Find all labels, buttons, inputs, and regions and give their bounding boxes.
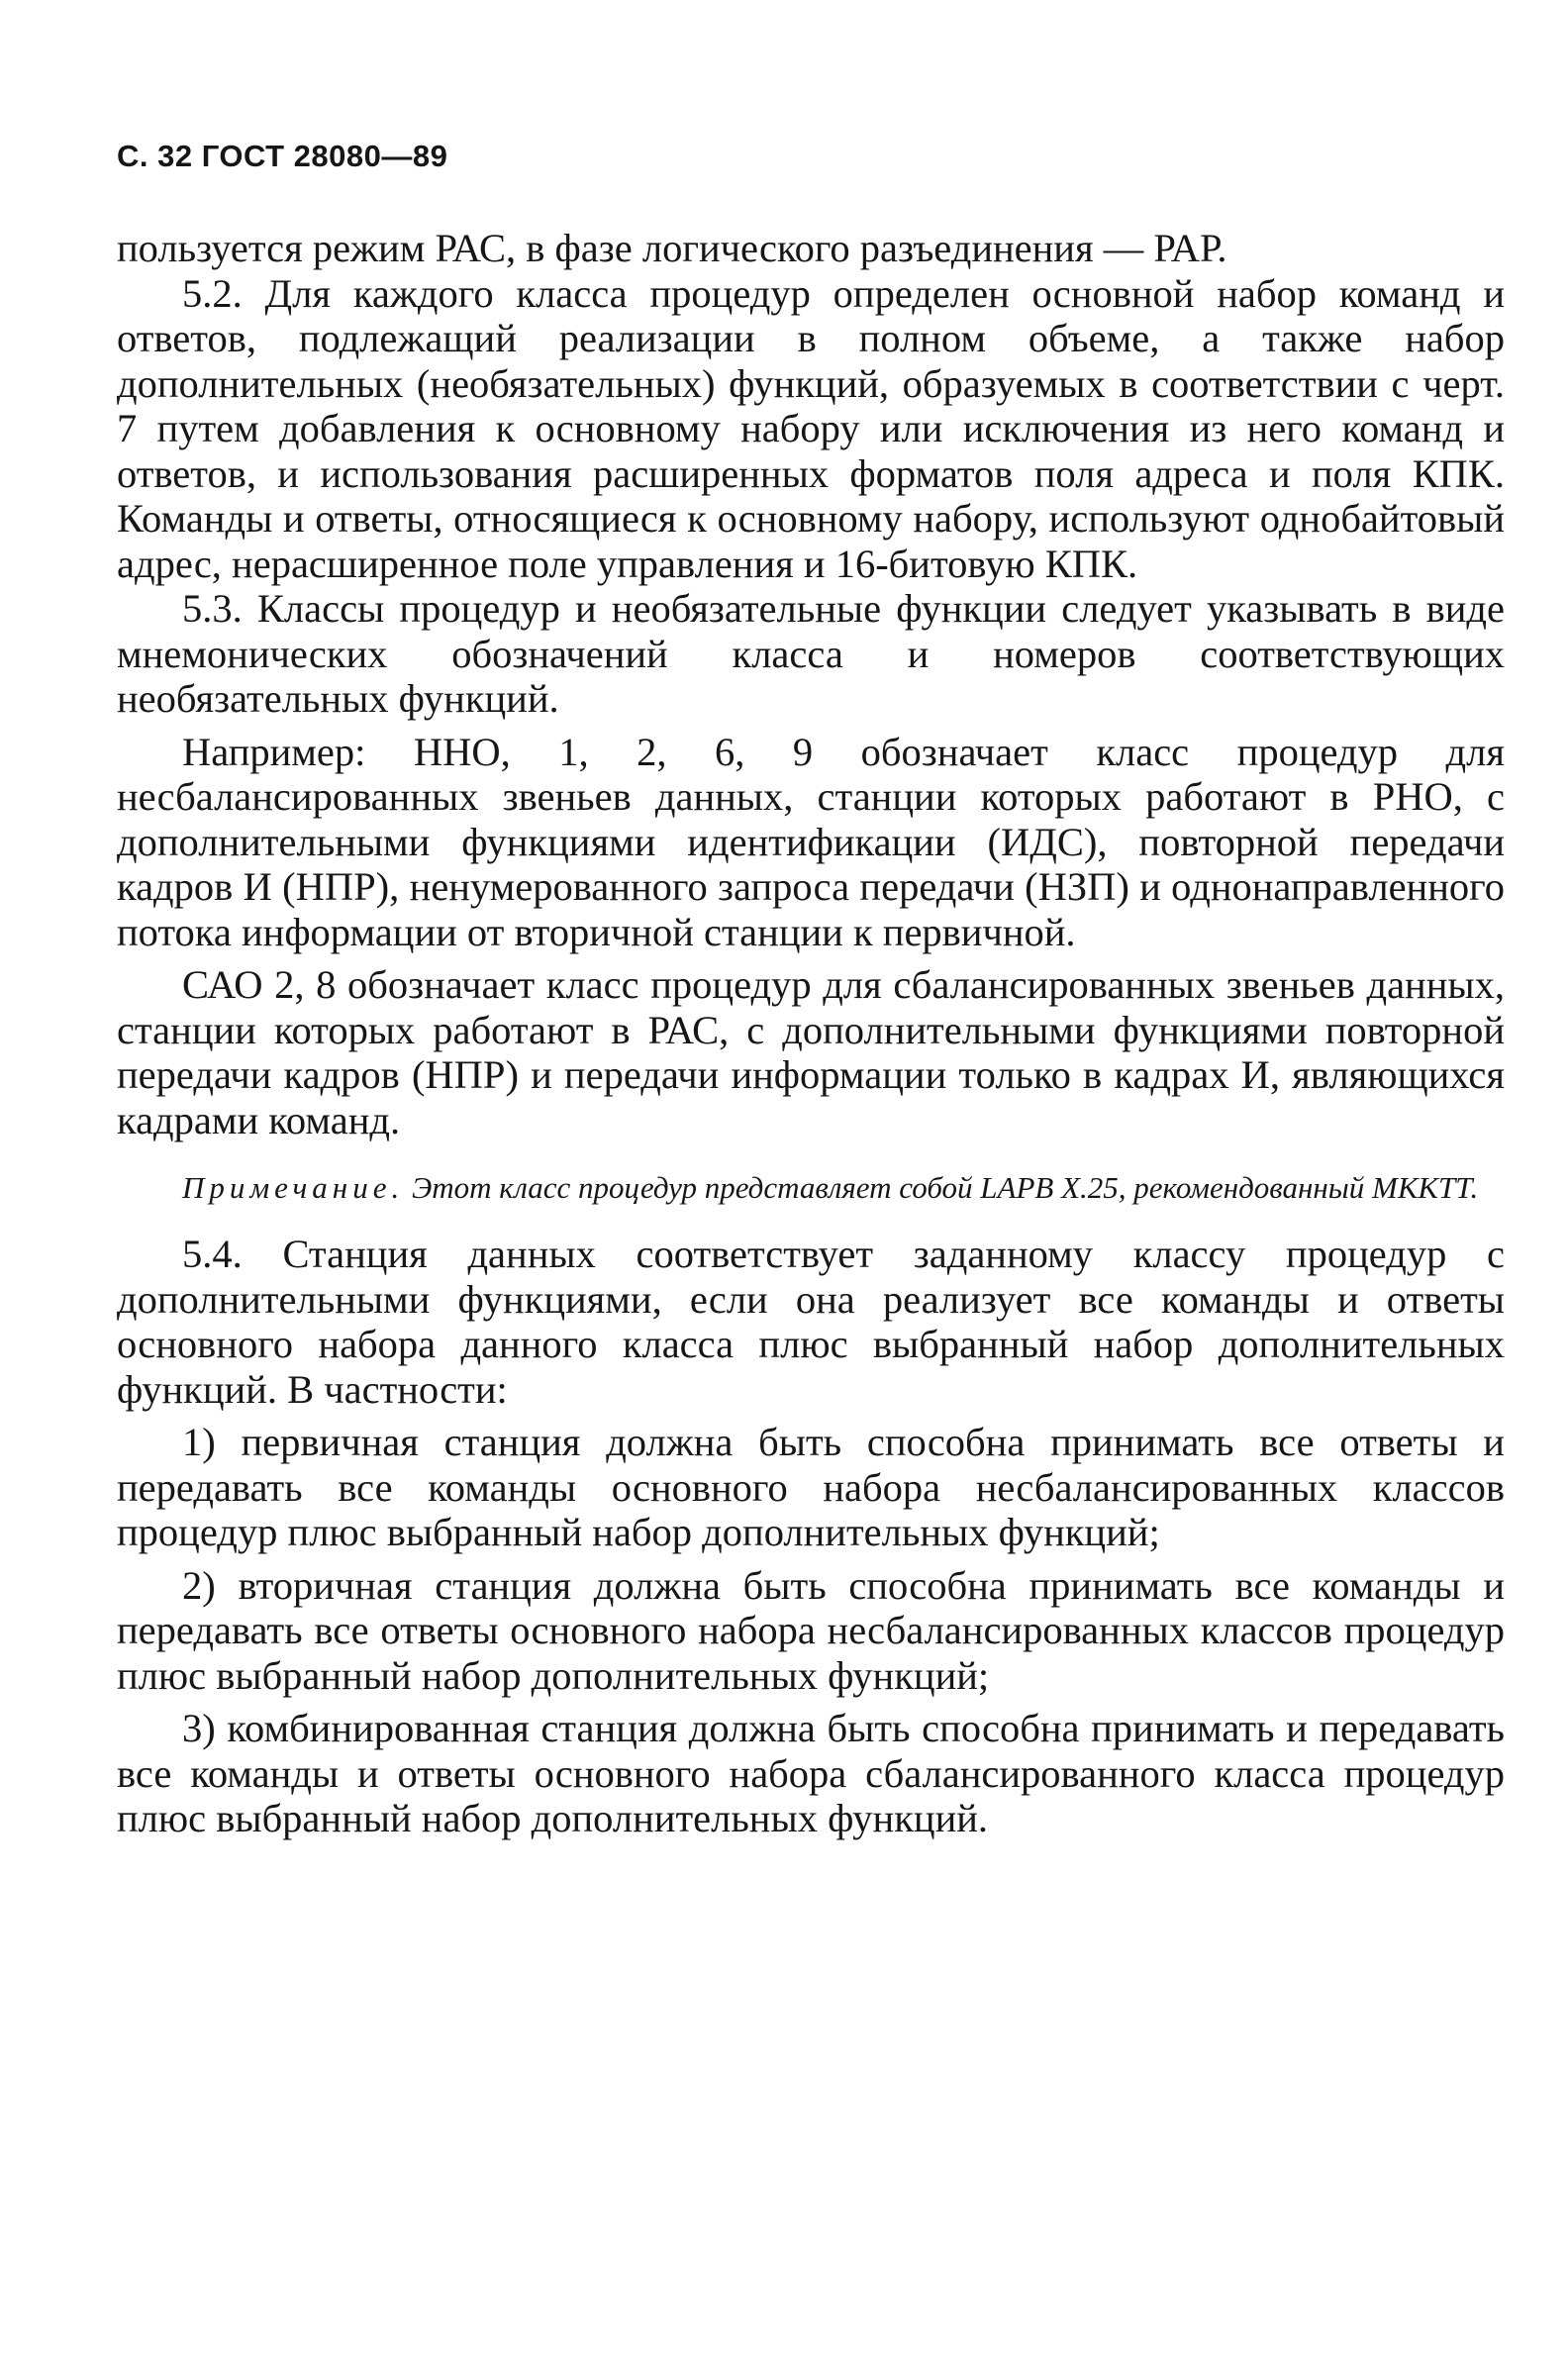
page-header: С. 32 ГОСТ 28080—89: [117, 139, 448, 173]
note-text: Этот класс процедур представляет собой LAPB X.25, рекомендованный МККТТ.: [411, 1170, 1479, 1205]
note: [117, 1170, 1505, 1206]
paragraph-example-sao: САО 2, 8 обозначает класс процедур для сбалансированных звеньев данных, станции которых работают в РАС, с дополнительными функциями повторной передачи кадров (НПР) и передачи информации только в кадрах И, являющихся кадрами команд.: [117, 962, 1505, 1142]
paragraph-5-3: 5.3. Классы процедур и необязательные функции следует указывать в виде мнемонических обозначений класса и номеров соответствующих необязательных функций.: [117, 586, 1505, 721]
paragraph-continuation: пользуется режим РАС, в фазе логического разъединения — РАР.: [117, 226, 1227, 270]
list-item-primary-station: 1) первичная станция должна быть способна принимать все ответы и передавать все команды основного набора несбалансированных классов процедур плюс выбранный набор дополнительных функций;: [117, 1420, 1505, 1554]
list-item-secondary-station: 2) вторичная станция должна быть способна принимать все команды и передавать все ответы основного набора несбалансированных классов процедур плюс выбранный набор дополнительных функций;: [117, 1562, 1505, 1698]
list-item-combined-station: 3) комбинированная станция должна быть способна принимать и передавать все команды и ответы основного набора сбалансированного класса процедур плюс выбранный набор дополнительных функций.: [117, 1706, 1505, 1840]
paragraph-5-4: 5.4. Станция данных соответствует заданному классу процедур с дополнительными функциями, если она реализует все команды и ответы основного набора данного класса плюс выбранный набор дополнительных функций. В частности:: [117, 1232, 1505, 1412]
document-body: [117, 226, 1505, 1841]
paragraph-5-2: 5.2. Для каждого класса процедур определен основной набор команд и ответов, подлежащий реализации в полном объеме, а также набор дополнительных (необязательных) функций, образуемых в соответствии с черт. 7 путем добавления к основному набору или исключения из него команд и ответов, и использования расширенных форматов поля адреса и поля КПК. Команды и ответы, относящиеся к основному набору, используют однобайтовый адрес, нерасширенное поле управления и 16-битовую КПК.: [117, 270, 1505, 586]
note-label: Примечание.: [182, 1170, 405, 1205]
paragraph-example-nho: Например: НHО, 1, 2, 6, 9 обозначает класс процедур для несбалансированных звеньев данных, станции которых работают в РНО, с дополнительными функциями идентификации (ИДС), повторной передачи кадров И (НПР), ненумерованного запроса передачи (НЗП) и однонаправленного потока информации от вторичной станции к первичной.: [117, 729, 1505, 954]
